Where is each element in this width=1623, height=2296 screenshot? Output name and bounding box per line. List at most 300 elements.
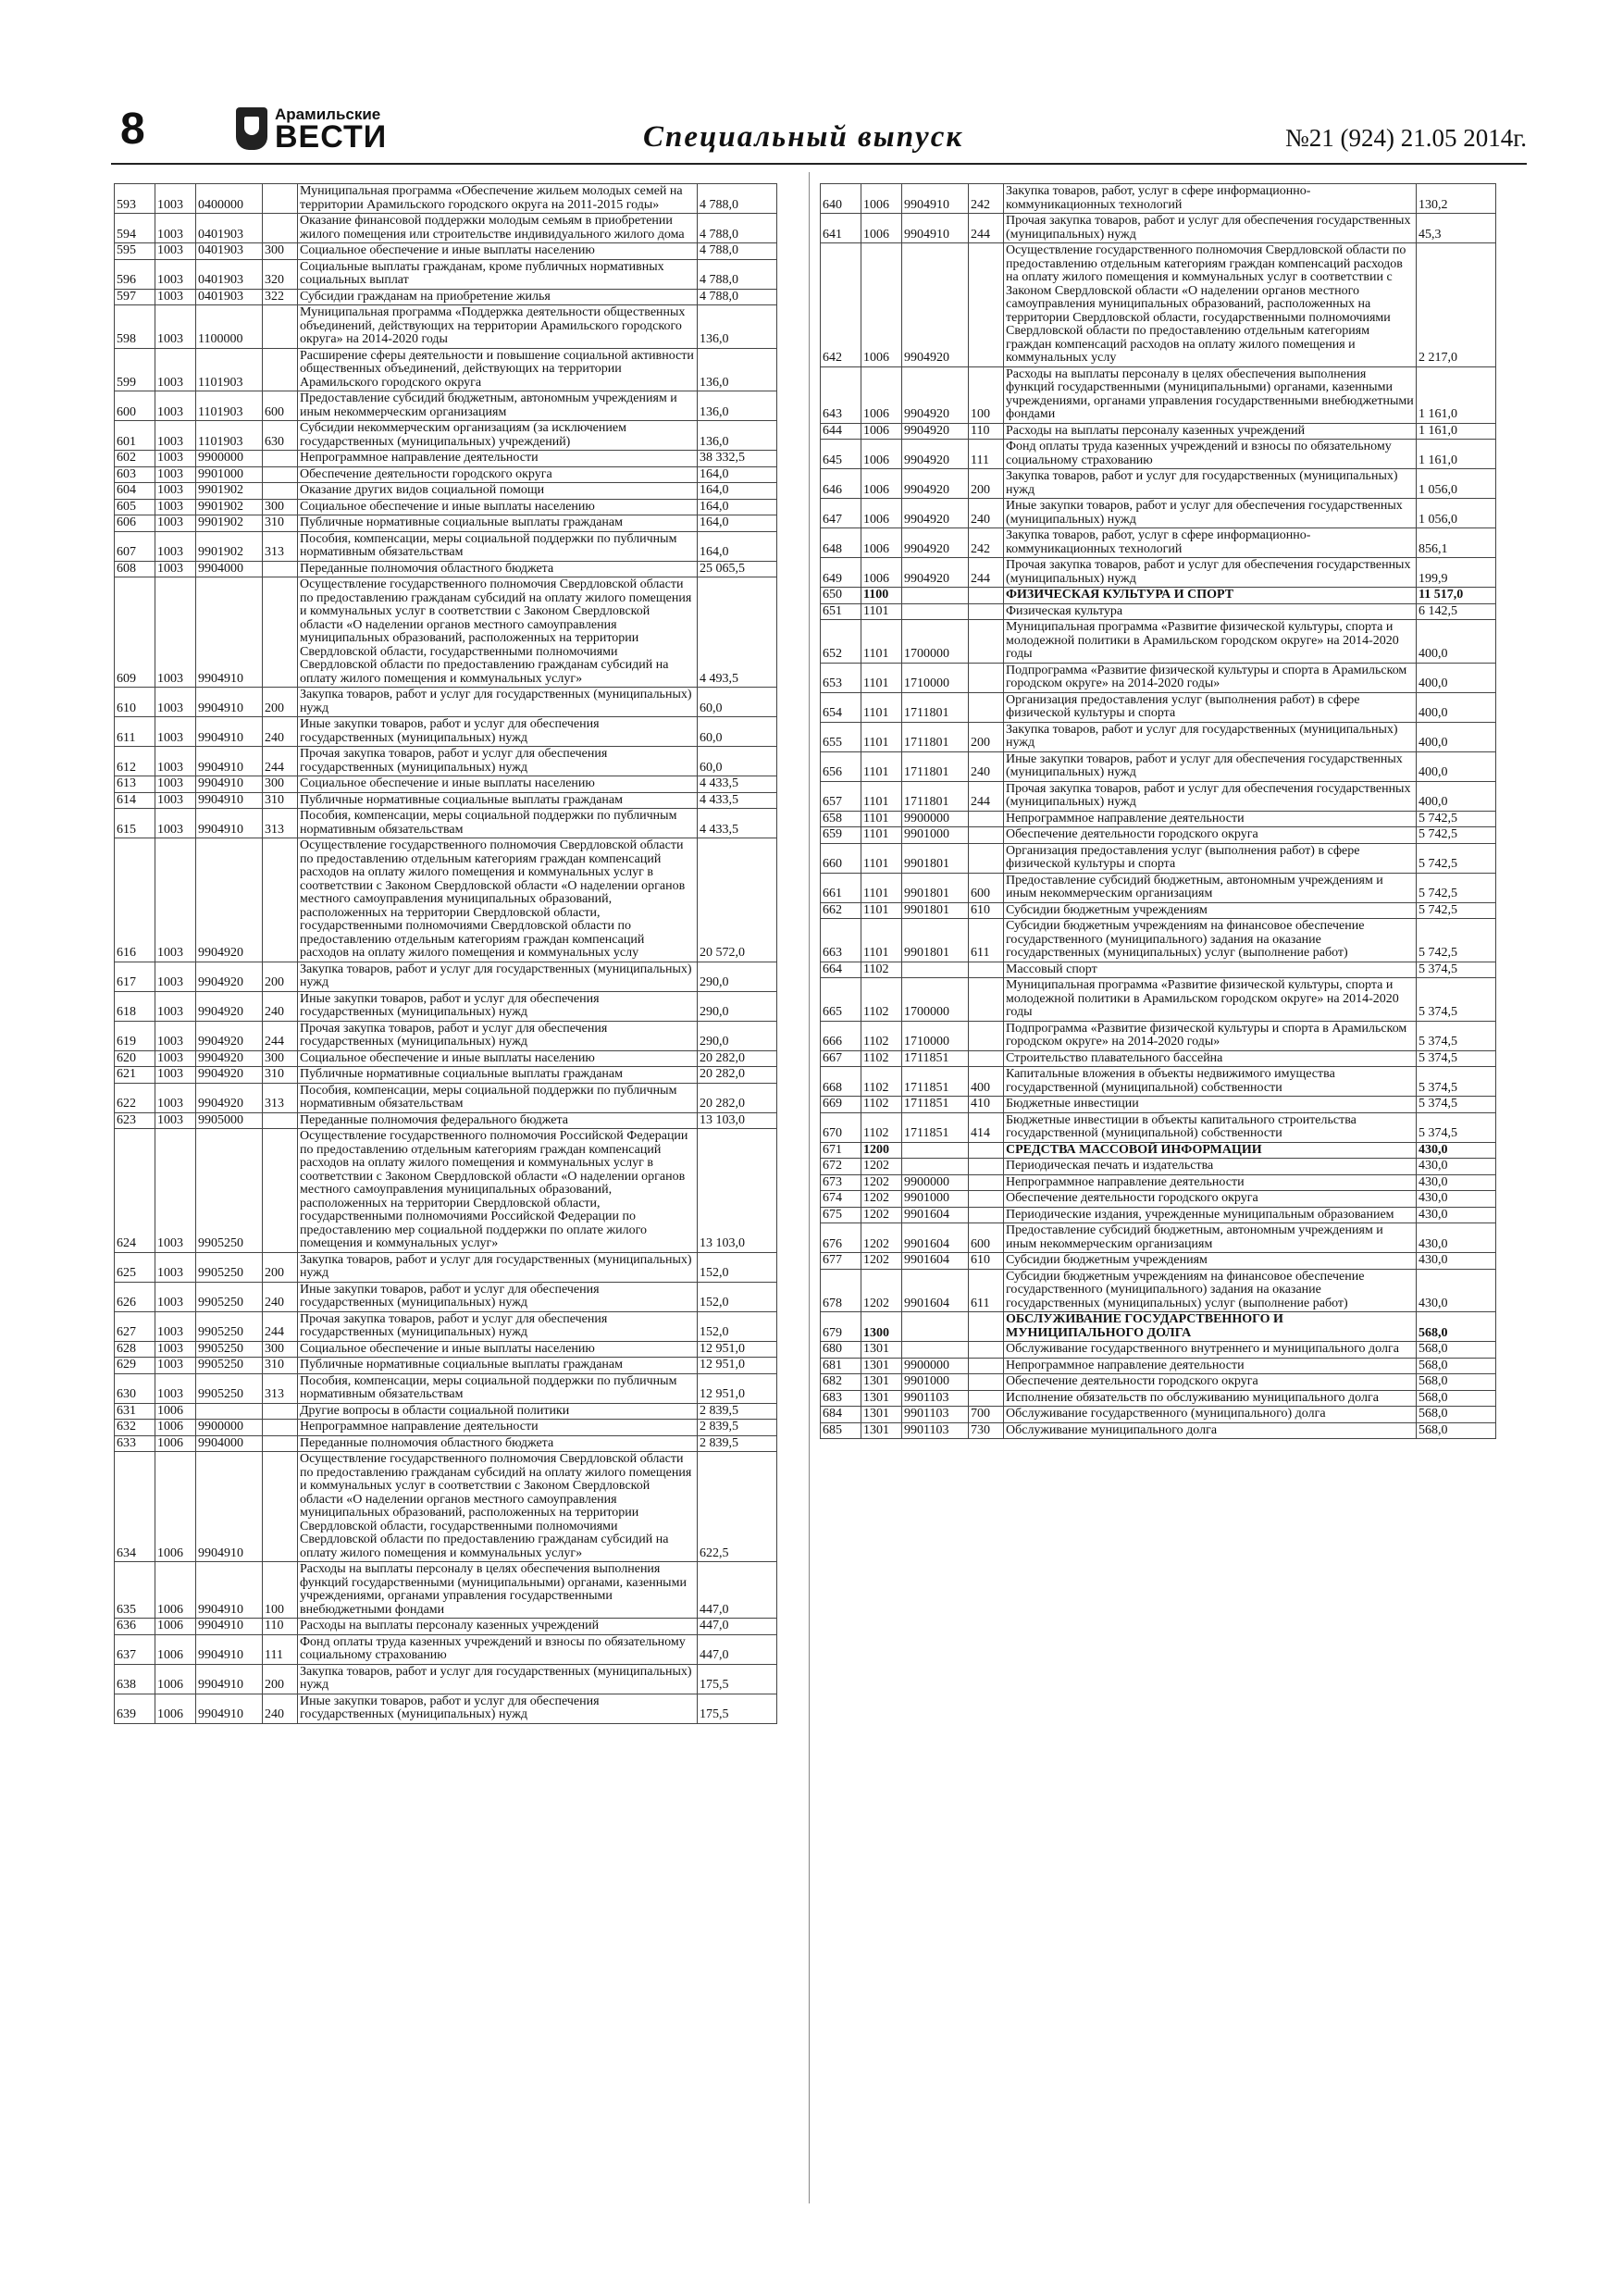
expense-description: Муниципальная программа «Развитие физической культуры, спорта и молодежной политики в Арамильском городском округе» на 2014-2020 годы [1004,978,1417,1022]
target-article-code [902,1342,969,1359]
row-number: 601 [115,421,155,451]
expense-description: Расходы на выплаты персоналу в целях обеспечения выполнения функций государственными (муниципальными) органами, казенными учреждениями, органами управления государственными внебюджетными фондами [1004,366,1417,423]
target-article-code: 1101903 [196,391,263,421]
expense-description: Муниципальная программа «Развитие физической культуры, спорта и молодежной политики в Арамильском городском округе» на 2014-2020 годы [1004,620,1417,664]
section-code: 1003 [155,1341,196,1358]
expense-description: Иные закупки товаров, работ и услуг для обеспечения государственных (муниципальных) нужд [298,717,698,747]
target-article-code: 0401903 [196,289,263,305]
row-number: 663 [821,919,861,962]
row-number: 603 [115,466,155,483]
section-code: 1003 [155,1021,196,1050]
expense-type-code: 310 [263,515,298,532]
expense-description: Организация предоставления услуг (выполнения работ) в сфере физической культуры и спорта [1004,843,1417,873]
expense-description: Капитальные вложения в объекты недвижимого имущества государственной (муниципальной) собственности [1004,1067,1417,1097]
expense-type-code: 320 [263,259,298,289]
target-article-code: 9904920 [196,838,263,962]
section-code: 1101 [861,603,902,620]
target-article-code: 9905250 [196,1282,263,1311]
expense-type-code: 240 [263,1282,298,1311]
section-code: 1003 [155,289,196,305]
expense-description: СРЕДСТВА МАССОВОЙ ИНФОРМАЦИИ [1004,1142,1417,1159]
row-number: 668 [821,1067,861,1097]
row-number: 667 [821,1050,861,1067]
table-row [115,391,777,421]
target-article-code: 9905000 [196,1112,263,1129]
amount: 13 103,0 [698,1112,777,1129]
table-row [821,469,1496,499]
section-code: 1101 [861,692,902,722]
row-number: 624 [115,1129,155,1253]
expense-description: Социальное обеспечение и иные выплаты населению [298,499,698,515]
amount: 6 142,5 [1417,603,1496,620]
row-number: 593 [115,184,155,214]
table-row [115,1664,777,1694]
amount: 199,9 [1417,558,1496,588]
expense-type-code: 244 [969,781,1004,811]
amount: 1 161,0 [1417,423,1496,440]
target-article-code: 9904920 [196,1050,263,1067]
amount: 164,0 [698,531,777,561]
expense-description: Организация предоставления услуг (выполнения работ) в сфере физической культуры и спорта [1004,692,1417,722]
expense-description: Социальное обеспечение и иные выплаты населению [298,243,698,260]
section-code: 1003 [155,717,196,747]
row-number: 636 [115,1619,155,1635]
amount: 164,0 [698,483,777,500]
amount: 4 788,0 [698,214,777,243]
table-row [821,811,1496,827]
table-row [115,531,777,561]
amount: 152,0 [698,1282,777,1311]
target-article-code [902,1142,969,1159]
target-article-code: 9904920 [196,991,263,1021]
amount: 430,0 [1417,1253,1496,1270]
table-row [821,663,1496,692]
amount: 5 374,5 [1417,1112,1496,1142]
table-row [115,1358,777,1374]
expense-type-code: 244 [263,1311,298,1341]
section-code: 1003 [155,561,196,577]
amount: 164,0 [698,515,777,532]
section-code: 1101 [861,843,902,873]
table-row [115,809,777,838]
expense-type-code [969,1207,1004,1223]
expense-description: Фонд оплаты труда казенных учреждений и взносы по обязательному социальному страхованию [298,1634,698,1664]
amount: 568,0 [1417,1342,1496,1359]
row-number: 650 [821,588,861,604]
expense-description: Подпрограмма «Развитие физической культуры и спорта в Арамильском городском округе» на 2014-2020 годы» [1004,1021,1417,1050]
target-article-code: 9901604 [902,1253,969,1270]
expense-description: Публичные нормативные социальные выплаты гражданам [298,792,698,809]
expense-type-code: 200 [263,1252,298,1282]
row-number: 616 [115,838,155,962]
expense-description: Закупка товаров, работ и услуг для государственных (муниципальных) нужд [1004,722,1417,751]
expense-type-code [263,184,298,214]
section-code: 1003 [155,1282,196,1311]
row-number: 678 [821,1269,861,1312]
section-code: 1006 [155,1452,196,1562]
expense-type-code: 200 [263,1664,298,1694]
section-code: 1006 [155,1634,196,1664]
section-code: 1003 [155,1112,196,1129]
table-row [821,1159,1496,1175]
expense-type-code [263,1435,298,1452]
target-article-code: 1711851 [902,1112,969,1142]
expense-type-code [263,1129,298,1253]
table-row [821,1021,1496,1050]
row-number: 647 [821,499,861,528]
section-code: 1003 [155,1050,196,1067]
section-code: 1003 [155,1067,196,1084]
table-row [115,838,777,962]
section-code: 1101 [861,811,902,827]
amount: 5 742,5 [1417,843,1496,873]
amount: 45,3 [1417,214,1496,243]
amount: 2 217,0 [1417,243,1496,367]
table-row [821,1253,1496,1270]
expense-description: ФИЗИЧЕСКАЯ КУЛЬТУРА И СПОРТ [1004,588,1417,604]
table-row [821,919,1496,962]
expense-description: Переданные полномочия федерального бюджета [298,1112,698,1129]
table-row [821,1269,1496,1312]
target-article-code: 9901604 [902,1223,969,1253]
row-number: 673 [821,1174,861,1191]
expense-type-code: 240 [263,717,298,747]
expense-description: Прочая закупка товаров, работ и услуг для обеспечения государственных (муниципальных) нужд [298,747,698,776]
expense-type-code: 300 [263,776,298,793]
target-article-code: 9901103 [902,1407,969,1423]
section-code: 1101 [861,722,902,751]
target-article-code: 9900000 [902,1358,969,1374]
target-article-code: 9901103 [902,1422,969,1439]
expense-type-code [263,348,298,391]
target-article-code: 9905250 [196,1373,263,1403]
expense-type-code: 200 [969,722,1004,751]
row-number: 657 [821,781,861,811]
table-row [115,451,777,467]
target-article-code: 1711851 [902,1067,969,1097]
amount: 622,5 [698,1452,777,1562]
budget-table-right [820,183,1496,1439]
table-row [821,1342,1496,1359]
table-row [115,1083,777,1112]
section-code: 1003 [155,451,196,467]
amount: 1 056,0 [1417,469,1496,499]
section-code: 1006 [861,184,902,214]
section-code: 1006 [861,423,902,440]
amount: 5 742,5 [1417,902,1496,919]
target-article-code: 0401903 [196,243,263,260]
table-row [821,423,1496,440]
section-code: 1202 [861,1223,902,1253]
row-number: 614 [115,792,155,809]
section-code: 1202 [861,1253,902,1270]
section-code: 1101 [861,620,902,664]
row-number: 677 [821,1253,861,1270]
expense-description: Иные закупки товаров, работ и услуг для обеспечения государственных (муниципальных) нужд [1004,499,1417,528]
expense-description: Прочая закупка товаров, работ и услуг для обеспечения государственных (муниципальных) нужд [1004,558,1417,588]
table-row [115,1435,777,1452]
amount: 5 374,5 [1417,1021,1496,1050]
amount: 12 951,0 [698,1341,777,1358]
row-number: 644 [821,423,861,440]
expense-type-code: 700 [969,1407,1004,1423]
section-code: 1003 [155,483,196,500]
expense-type-code: 200 [969,469,1004,499]
row-number: 646 [821,469,861,499]
expense-description: Предоставление субсидий бюджетным, автономным учреждениям и иным некоммерческим организациям [1004,873,1417,902]
table-row [821,1067,1496,1097]
section-code: 1003 [155,962,196,991]
section-code: 1003 [155,305,196,349]
amount: 430,0 [1417,1142,1496,1159]
section-code: 1003 [155,259,196,289]
table-row [821,1312,1496,1342]
expense-type-code [969,811,1004,827]
expense-description: Расходы на выплаты персоналу казенных учреждений [1004,423,1417,440]
section-code: 1003 [155,747,196,776]
table-row [821,620,1496,664]
logo-main-text: ВЕСТИ [275,119,388,155]
amount: 568,0 [1417,1312,1496,1342]
header-rule [111,163,1527,165]
row-number: 611 [115,717,155,747]
section-code: 1003 [155,991,196,1021]
expense-type-code [969,1358,1004,1374]
amount: 400,0 [1417,751,1496,781]
expense-type-code [263,451,298,467]
target-article-code: 9904910 [196,776,263,793]
expense-type-code: 600 [969,1223,1004,1253]
expense-type-code [263,305,298,349]
row-number: 643 [821,366,861,423]
amount: 400,0 [1417,620,1496,664]
target-article-code: 1101903 [196,348,263,391]
section-code: 1102 [861,1050,902,1067]
row-number: 608 [115,561,155,577]
expense-description: Субсидии бюджетным учреждениям [1004,902,1417,919]
table-row [115,1452,777,1562]
row-number: 635 [115,1562,155,1619]
target-article-code: 9900000 [902,1174,969,1191]
section-code: 1102 [861,1097,902,1113]
expense-type-code: 611 [969,919,1004,962]
amount: 1 161,0 [1417,440,1496,469]
target-article-code: 9901902 [196,515,263,532]
section-code: 1003 [155,1129,196,1253]
expense-description: Публичные нормативные социальные выплаты гражданам [298,515,698,532]
amount: 4 788,0 [698,259,777,289]
expense-description: Иные закупки товаров, работ и услуг для обеспечения государственных (муниципальных) нужд [298,1694,698,1723]
expense-description: Непрограммное направление деятельности [1004,1174,1417,1191]
table-row [115,421,777,451]
expense-description: Непрограммное направление деятельности [1004,1358,1417,1374]
expense-description: Публичные нормативные социальные выплаты гражданам [298,1358,698,1374]
table-row [821,243,1496,367]
target-article-code: 9904920 [902,528,969,558]
expense-type-code: 200 [263,688,298,717]
expense-type-code [263,1403,298,1420]
expense-description: Обслуживание государственного внутреннего и муниципального долга [1004,1342,1417,1359]
target-article-code: 1710000 [902,663,969,692]
target-article-code: 9900000 [902,811,969,827]
expense-type-code: 100 [263,1562,298,1619]
section-code: 1003 [155,214,196,243]
expense-type-code: 310 [263,1067,298,1084]
expense-description: Социальное обеспечение и иные выплаты населению [298,1341,698,1358]
amount: 164,0 [698,466,777,483]
target-article-code: 9904920 [902,423,969,440]
row-number: 626 [115,1282,155,1311]
target-article-code: 9901801 [902,902,969,919]
section-code: 1003 [155,838,196,962]
expense-description: Обслуживание муниципального долга [1004,1422,1417,1439]
row-number: 617 [115,962,155,991]
row-number: 653 [821,663,861,692]
table-row [821,184,1496,214]
row-number: 637 [115,1634,155,1664]
row-number: 670 [821,1112,861,1142]
row-number: 623 [115,1112,155,1129]
target-article-code: 1711851 [902,1097,969,1113]
table-row [821,1407,1496,1423]
expense-description: Муниципальная программа «Поддержка деятельности общественных объединений, действующих на территории Арамильского городского округа» на 2014-2020 годы [298,305,698,349]
table-row [821,692,1496,722]
amount: 5 374,5 [1417,978,1496,1022]
target-article-code: 1711801 [902,751,969,781]
expense-type-code: 610 [969,902,1004,919]
expense-description: Закупка товаров, работ, услуг в сфере информационно-коммуникационных технологий [1004,528,1417,558]
amount: 20 282,0 [698,1050,777,1067]
target-article-code [902,603,969,620]
table-row [115,1311,777,1341]
table-row [821,1191,1496,1208]
target-article-code: 9904910 [196,792,263,809]
target-article-code: 9904910 [196,717,263,747]
expense-description: Осуществление государственного полномочия Свердловской области по предоставлению отдельным категориям граждан компенсаций расходов на оплату жилого помещения и коммунальных услуг в соответствии с Законом Свердловской области «О наделении органов местного самоуправления муниципальных образований, расположенных на территории Свердловской области, государственными полномочиями Свердловской области по предоставлению отдельным категориям граждан компенсаций расходов на оплату жилого помещения и коммунальных услу [298,838,698,962]
expense-type-code: 242 [969,184,1004,214]
target-article-code: 9904000 [196,561,263,577]
target-article-code: 9900000 [196,1420,263,1436]
section-code: 1101 [861,663,902,692]
table-row [115,1694,777,1723]
target-article-code: 9901902 [196,531,263,561]
target-article-code: 9905250 [196,1129,263,1253]
expense-description: Пособия, компенсации, меры социальной поддержки по публичным нормативным обязательствам [298,1373,698,1403]
section-code: 1006 [861,558,902,588]
target-article-code: 9901604 [902,1269,969,1312]
table-row [821,827,1496,844]
expense-type-code: 414 [969,1112,1004,1142]
expense-description: Расширение сферы деятельности и повышение социальной активности общественных объединений, действующих на территории Арамильского городского округа [298,348,698,391]
target-article-code: 9901000 [902,1374,969,1391]
expense-type-code: 244 [263,747,298,776]
table-row [115,792,777,809]
section-code: 1003 [155,499,196,515]
section-code: 1006 [155,1694,196,1723]
target-article-code: 0401903 [196,214,263,243]
expense-description: Осуществление государственного полномочия Свердловской области по предоставлению отдельным категориям граждан компенсаций расходов на оплату жилого помещения и коммунальных услуг в соответствии с Законом Свердловской области «О наделении органов местного самоуправления муниципальных образований, расположенных на территории Свердловской области, государственными полномочиями Свердловской области по предоставлению отдельным категориям граждан компенсаций расходов на оплату жилого помещения и коммунальных услу [1004,243,1417,367]
amount: 5 374,5 [1417,962,1496,978]
expense-description: Субсидии некоммерческим организациям (за исключением государственных (муниципальных) учреждений) [298,421,698,451]
row-number: 676 [821,1223,861,1253]
expense-type-code [969,692,1004,722]
table-row [115,1373,777,1403]
target-article-code [902,1312,969,1342]
table-row [821,1097,1496,1113]
section-code: 1003 [155,515,196,532]
table-row [821,1050,1496,1067]
target-article-code [902,1159,969,1175]
amount: 4 433,5 [698,792,777,809]
expense-type-code [969,1174,1004,1191]
amount: 5 374,5 [1417,1067,1496,1097]
expense-description: Социальные выплаты гражданам, кроме публичных нормативных социальных выплат [298,259,698,289]
table-row [821,214,1496,243]
row-number: 615 [115,809,155,838]
row-number: 649 [821,558,861,588]
table-row [821,1223,1496,1253]
amount: 2 839,5 [698,1403,777,1420]
expense-description: Иные закупки товаров, работ и услуг для обеспечения государственных (муниципальных) нужд [1004,751,1417,781]
amount: 447,0 [698,1562,777,1619]
table-row [115,348,777,391]
table-row [115,259,777,289]
amount: 13 103,0 [698,1129,777,1253]
amount: 568,0 [1417,1358,1496,1374]
row-number: 595 [115,243,155,260]
expense-description: Фонд оплаты труда казенных учреждений и взносы по обязательному социальному страхованию [1004,440,1417,469]
target-article-code: 9904910 [902,184,969,214]
target-article-code [902,588,969,604]
section-code: 1202 [861,1207,902,1223]
expense-type-code: 300 [263,499,298,515]
amount: 4 433,5 [698,809,777,838]
amount: 136,0 [698,348,777,391]
issue-info: №21 (924) 21.05 2014г. [1284,124,1527,152]
expense-type-code: 310 [263,792,298,809]
table-row [115,577,777,688]
table-row [821,1112,1496,1142]
amount: 12 951,0 [698,1358,777,1374]
amount: 5 374,5 [1417,1050,1496,1067]
expense-type-code: 400 [969,1067,1004,1097]
section-code: 1101 [861,873,902,902]
row-number: 675 [821,1207,861,1223]
row-number: 680 [821,1342,861,1359]
section-code: 1101 [861,751,902,781]
row-number: 618 [115,991,155,1021]
expense-description: Прочая закупка товаров, работ и услуг для обеспечения государственных (муниципальных) нужд [298,1021,698,1050]
amount: 290,0 [698,991,777,1021]
section-code: 1102 [861,962,902,978]
row-number: 600 [115,391,155,421]
section-code: 1101 [861,781,902,811]
target-article-code: 1710000 [902,1021,969,1050]
amount: 136,0 [698,421,777,451]
table-row [115,1067,777,1084]
section-code: 1006 [155,1562,196,1619]
row-number: 638 [115,1664,155,1694]
special-issue-title: Специальный выпуск [643,120,964,154]
amount: 430,0 [1417,1159,1496,1175]
row-number: 594 [115,214,155,243]
table-row [115,1341,777,1358]
target-article-code: 9904920 [902,440,969,469]
amount: 4 788,0 [698,289,777,305]
expense-description: Муниципальная программа «Обеспечение жильем молодых семей на территории Арамильского городского округа на 2011-2015 годы» [298,184,698,214]
column-divider [809,172,810,2203]
target-article-code: 9904910 [196,1694,263,1723]
